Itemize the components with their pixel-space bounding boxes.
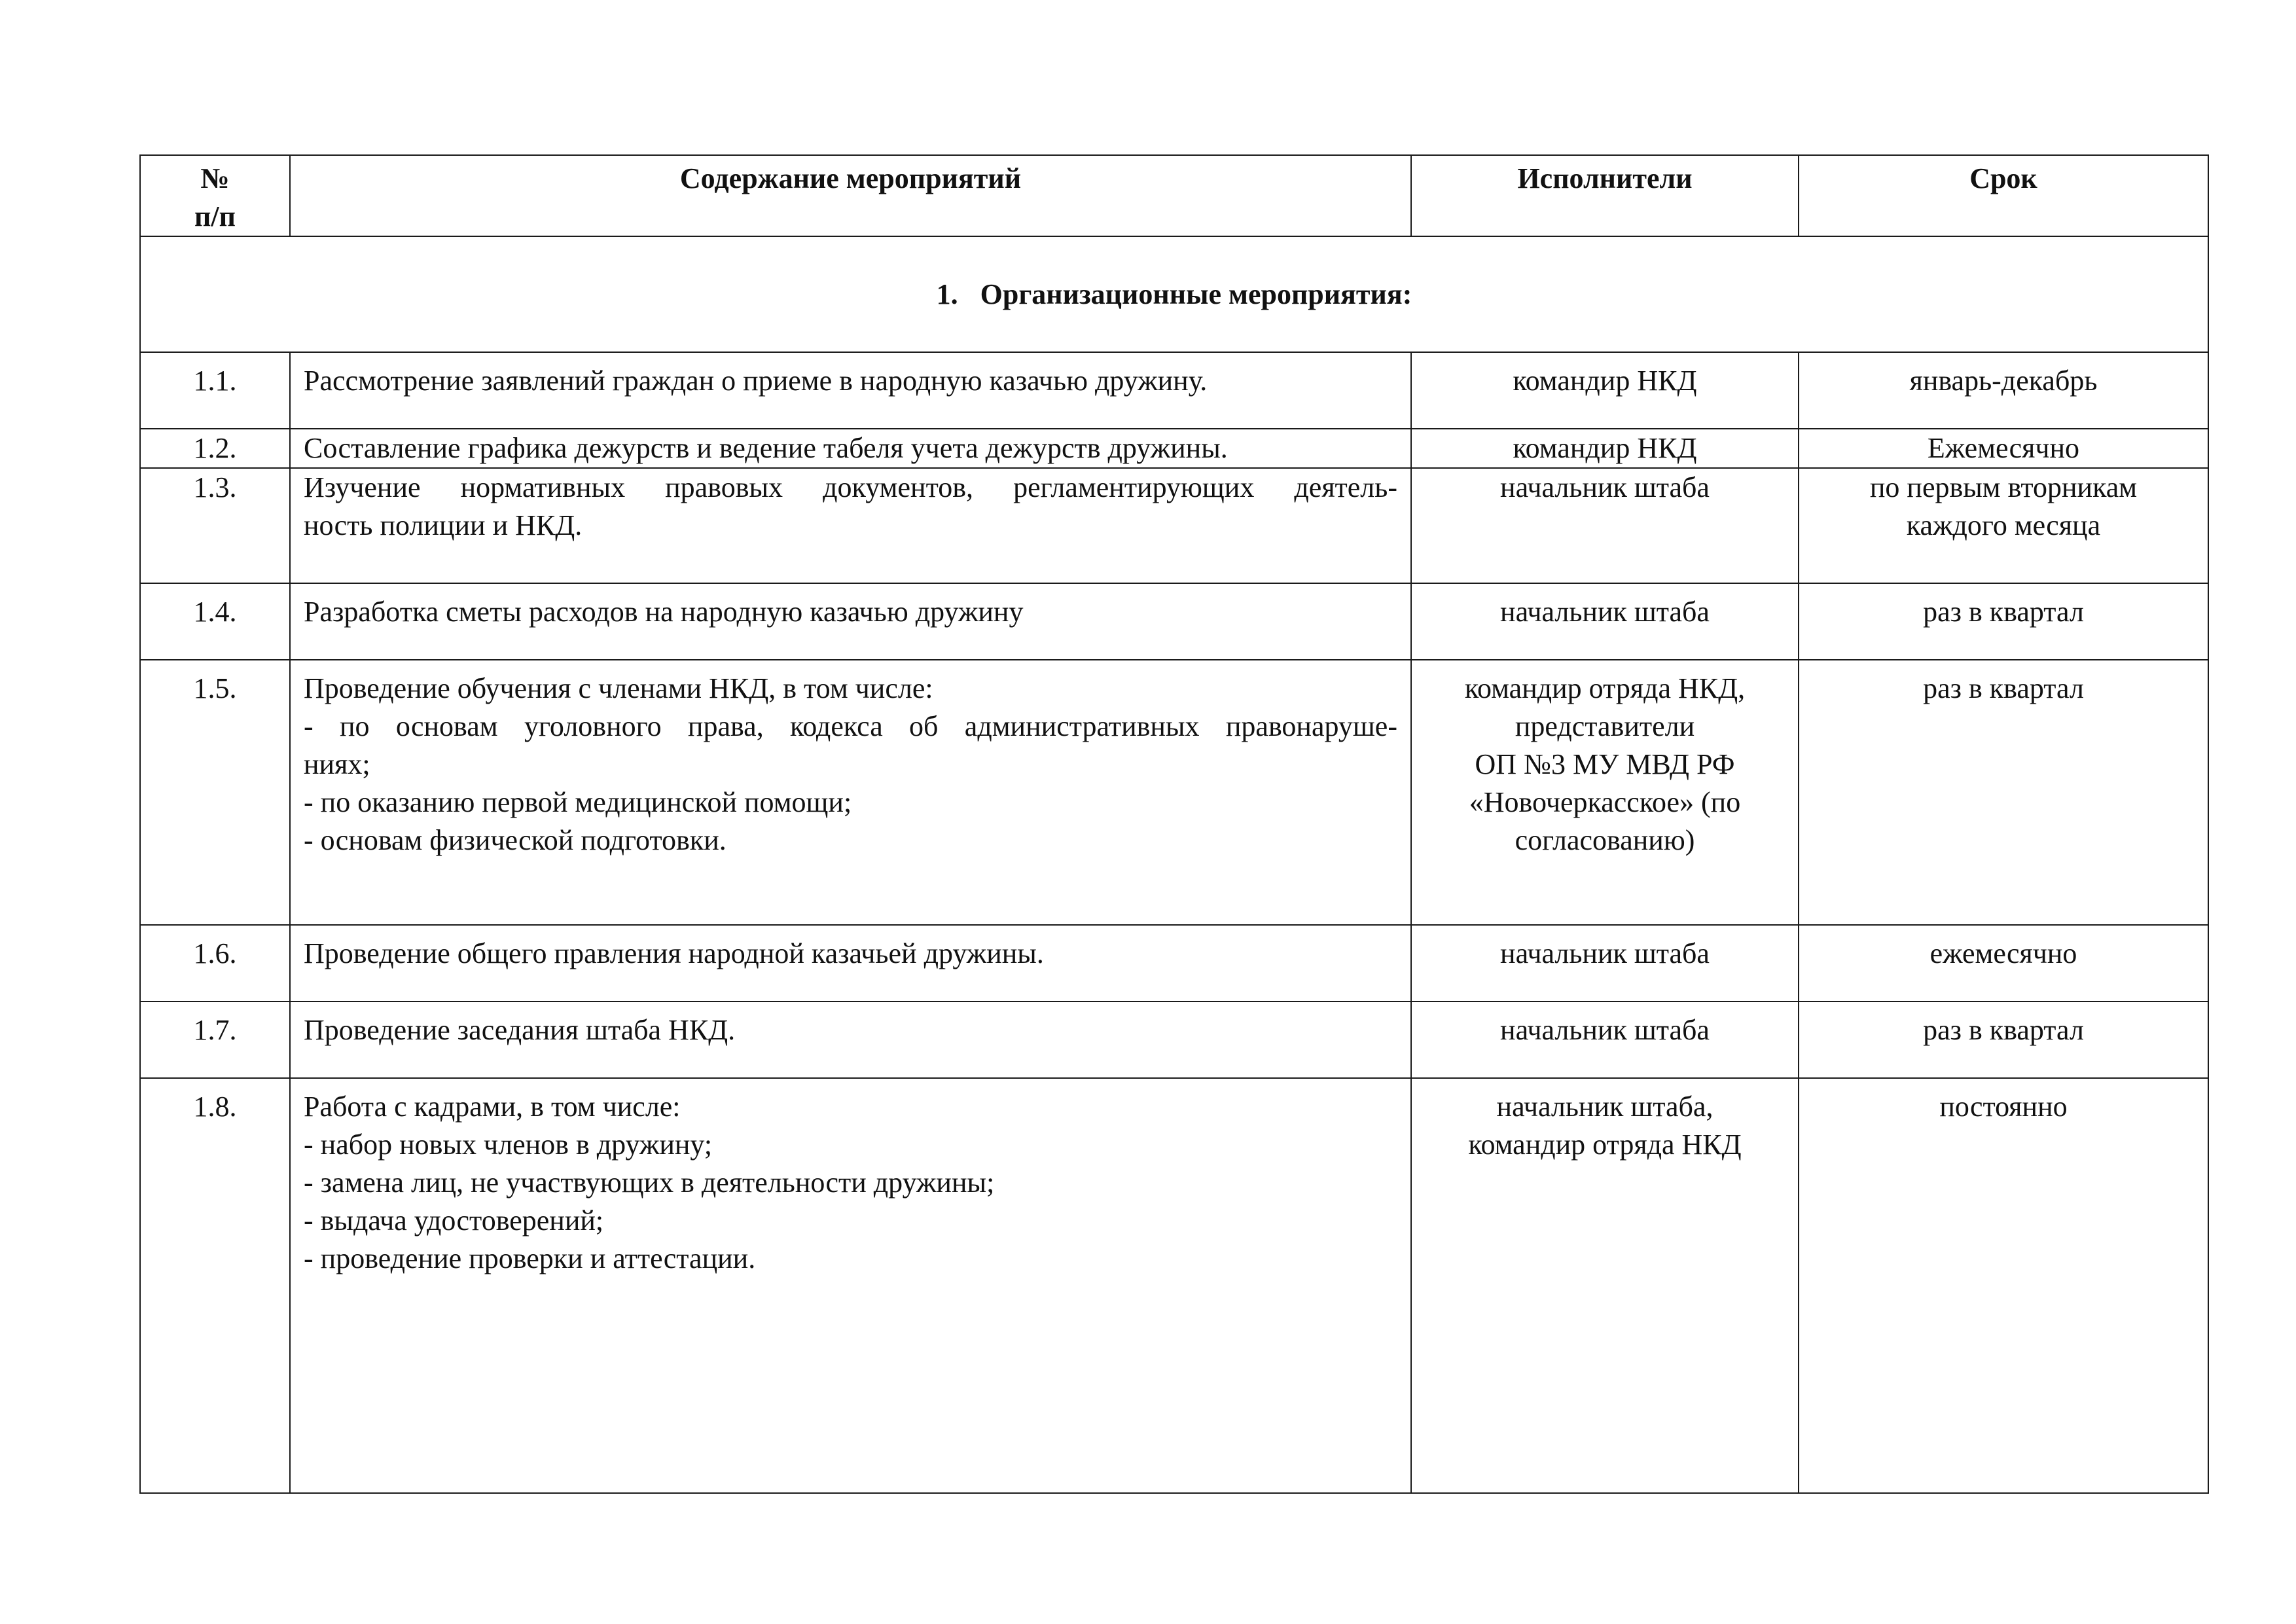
term-line: каждого месяца <box>1906 509 2101 541</box>
row-executors <box>1411 429 1799 468</box>
content-line: ниях; <box>304 748 370 780</box>
row-executors <box>1411 660 1799 925</box>
table-row <box>140 1078 2208 1493</box>
content-line: ность полиции и НКД. <box>304 509 583 541</box>
term-line: январь-декабрь <box>1909 365 2098 397</box>
row-executors <box>1411 468 1799 583</box>
executors-line: ОП №3 МУ МВД РФ <box>1475 748 1735 780</box>
content-line: Проведение обучения с членами НКД, в том числе: <box>304 672 933 704</box>
content-line: Проведение общего правления народной казачьей дружины. <box>304 937 1044 969</box>
term-line: Ежемесячно <box>1927 432 2080 464</box>
content-line: - выдача удостоверений; <box>304 1204 604 1236</box>
term-line: постоянно <box>1939 1091 2068 1123</box>
header-executors: Исполнители <box>1411 155 1799 236</box>
row-content <box>290 660 1411 925</box>
executors-line: начальник штаба <box>1500 1014 1710 1046</box>
row-number: 1.6. <box>140 925 290 1001</box>
row-executors <box>1411 925 1799 1001</box>
header-term: Срок <box>1799 155 2208 236</box>
table-row <box>140 583 2208 660</box>
executors-line: начальник штаба <box>1500 596 1710 628</box>
term-line: по первым вторникам <box>1869 471 2138 503</box>
row-term <box>1799 468 2208 583</box>
content-line: - основам физической подготовки. <box>304 824 726 856</box>
table-row <box>140 429 2208 468</box>
term-line: ежемесячно <box>1929 937 2077 969</box>
term-line: раз в квартал <box>1923 672 2084 704</box>
content-line: Составление графика дежурств и ведение табеля учета дежурств дружины. <box>304 432 1228 464</box>
row-executors <box>1411 352 1799 429</box>
table-row <box>140 352 2208 429</box>
row-content <box>290 1001 1411 1078</box>
content-line: Работа с кадрами, в том числе: <box>304 1091 681 1123</box>
row-term <box>1799 660 2208 925</box>
section-heading <box>140 236 2208 352</box>
row-number: 1.7. <box>140 1001 290 1078</box>
executors-line: начальник штаба <box>1500 937 1710 969</box>
term-line: раз в квартал <box>1923 1014 2084 1046</box>
row-executors <box>1411 1078 1799 1493</box>
content-line: Рассмотрение заявлений граждан о приеме в народную казачью дружину. <box>304 365 1208 397</box>
row-content <box>290 583 1411 660</box>
activity-plan-table <box>139 154 2209 1494</box>
table-row <box>140 925 2208 1001</box>
content-line: Проведение заседания штаба НКД. <box>304 1014 736 1046</box>
table-header-row <box>140 155 2208 236</box>
row-content <box>290 468 1411 583</box>
executors-line: «Новочеркасское» (по <box>1469 786 1741 818</box>
content-line: - набор новых членов в дружину; <box>304 1128 713 1161</box>
content-line: - проведение проверки и аттестации. <box>304 1242 756 1274</box>
row-number: 1.8. <box>140 1078 290 1493</box>
row-term <box>1799 1001 2208 1078</box>
executors-line: начальник штаба, <box>1496 1091 1713 1123</box>
executors-line: командир НКД <box>1513 365 1697 397</box>
header-number <box>140 155 290 236</box>
row-term <box>1799 429 2208 468</box>
content-line: - по оказанию первой медицинской помощи; <box>304 786 852 818</box>
content-line: - замена лиц, не участвующих в деятельности дружины; <box>304 1166 995 1199</box>
row-term <box>1799 583 2208 660</box>
row-content <box>290 352 1411 429</box>
row-number: 1.2. <box>140 429 290 468</box>
row-number: 1.3. <box>140 468 290 583</box>
content-line: Разработка сметы расходов на народную казачью дружину <box>304 596 1024 628</box>
row-term <box>1799 352 2208 429</box>
executors-line: начальник штаба <box>1500 471 1710 503</box>
header-number-line-2: п/п <box>194 200 236 232</box>
section-row <box>140 236 2208 352</box>
section-title: Организационные мероприятия: <box>980 278 1412 310</box>
row-number: 1.4. <box>140 583 290 660</box>
executors-line: командир отряда НКД, <box>1464 672 1746 704</box>
table-row <box>140 468 2208 583</box>
row-content <box>290 1078 1411 1493</box>
header-number-line-1: № <box>200 162 230 194</box>
content-line: Изучение нормативных правовых документов, регламентирующих деятель- <box>304 471 1397 503</box>
row-term <box>1799 1078 2208 1493</box>
executors-line: согласованию) <box>1515 824 1695 856</box>
row-content <box>290 925 1411 1001</box>
executors-line: представители <box>1515 710 1695 742</box>
content-line: - по основам уголовного права, кодекса об административных правонаруше- <box>304 710 1397 742</box>
executors-line: командир НКД <box>1513 432 1697 464</box>
row-executors <box>1411 583 1799 660</box>
row-content <box>290 429 1411 468</box>
row-number: 1.5. <box>140 660 290 925</box>
executors-line: командир отряда НКД <box>1468 1128 1742 1161</box>
section-number: 1. <box>936 278 958 310</box>
term-line: раз в квартал <box>1923 596 2084 628</box>
row-number: 1.1. <box>140 352 290 429</box>
table-row <box>140 660 2208 925</box>
row-executors <box>1411 1001 1799 1078</box>
row-term <box>1799 925 2208 1001</box>
table-row <box>140 1001 2208 1078</box>
header-content: Содержание мероприятий <box>290 155 1411 236</box>
